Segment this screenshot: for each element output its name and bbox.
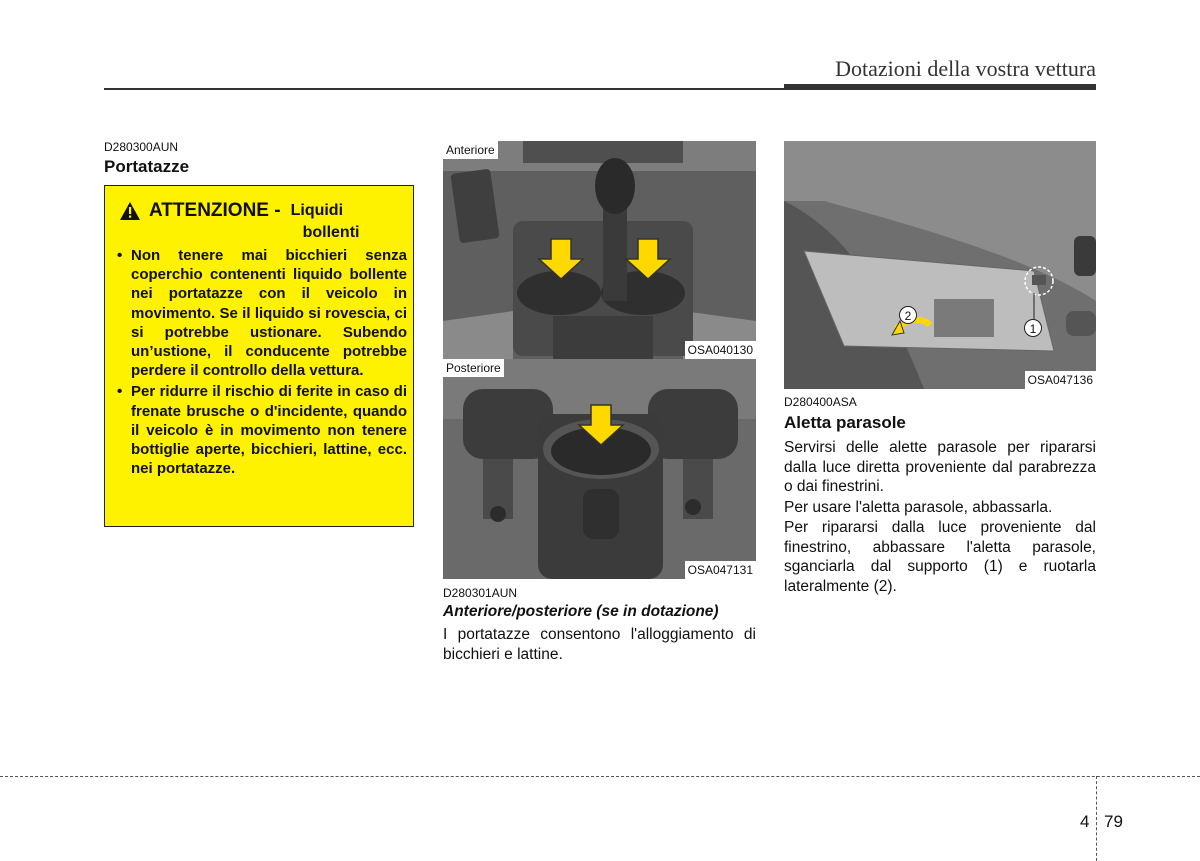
- section-heading: Portatazze: [104, 157, 190, 176]
- photo-code-front: OSA040130: [685, 341, 756, 359]
- chapter-number: 4: [1080, 812, 1090, 831]
- photo-label-front: Anteriore: [443, 141, 498, 159]
- header-rule: [104, 88, 784, 90]
- photo-rear-cupholder: [443, 359, 756, 579]
- section-code: D280301AUN: [443, 586, 518, 600]
- photo-code-visor: OSA047136: [1025, 371, 1096, 389]
- warning-bullet: • Per ridurre il rischio di ferite in caso di frenate brusche o d'incidente, quando il veicolo è in movimento non tenere bottiglie aperte, bicchieri, lattine, ecc. nei portatazze.: [113, 382, 407, 478]
- body-paragraph: Per ripararsi dalla luce proveniente dal finestrino, abbassare l'aletta parasole, sganciarla dal supporto (1) e ruotarla lateralmente (2).: [784, 519, 1096, 595]
- body-paragraph: Servirsi delle alette parasole per ripararsi dalla luce diretta proveniente dal parabrezza o dai finestrini.: [784, 439, 1096, 495]
- footer-dashed-rule: [0, 776, 1200, 777]
- photo-front-cupholder: [443, 141, 756, 359]
- warning-title-main: ATTENZIONE -: [149, 200, 281, 221]
- photo-code-rear: OSA047131: [685, 561, 756, 579]
- page-header-title: Dotazioni della vostra vettura: [835, 56, 1096, 81]
- section-heading: Aletta parasole: [784, 413, 906, 432]
- warning-bullet: • Non tenere mai bicchieri senza coperchio contenenti liquido bollente nei portatazze con il veicolo in movimento. Se il liquido si rovescia, ci si potrebbe ustionare. Subendo un’ustione, il conducente potrebbe perdere il controllo della vettura.: [113, 246, 407, 380]
- section-code: D280400ASA: [784, 395, 857, 409]
- warning-box: [104, 185, 414, 527]
- section-body: [784, 438, 1096, 596]
- warning-title: [119, 200, 359, 244]
- header-rule-thick: [784, 84, 1096, 90]
- warning-list: [113, 246, 407, 480]
- callout-1: 1: [1024, 319, 1042, 337]
- section-code: D280300AUN: [104, 140, 179, 154]
- warning-title-sub1: Liquidi: [290, 202, 344, 219]
- page-number: 79: [1104, 812, 1123, 831]
- footer-dashed-divider: [1096, 776, 1097, 861]
- warning-triangle-icon: [119, 201, 141, 227]
- section-body: I portatazze consentono l'alloggiamento di bicchieri e lattine.: [443, 626, 756, 663]
- section-subheading: Anteriore/posteriore (se in dotazione): [443, 603, 719, 620]
- body-paragraph: Per usare l'aletta parasole, abbassarla.: [784, 498, 1053, 516]
- callout-2: 2: [899, 306, 917, 324]
- photo-sun-visor: [784, 141, 1096, 389]
- warning-title-sub2: bollenti: [302, 224, 360, 241]
- photo-label-rear: Posteriore: [443, 359, 504, 377]
